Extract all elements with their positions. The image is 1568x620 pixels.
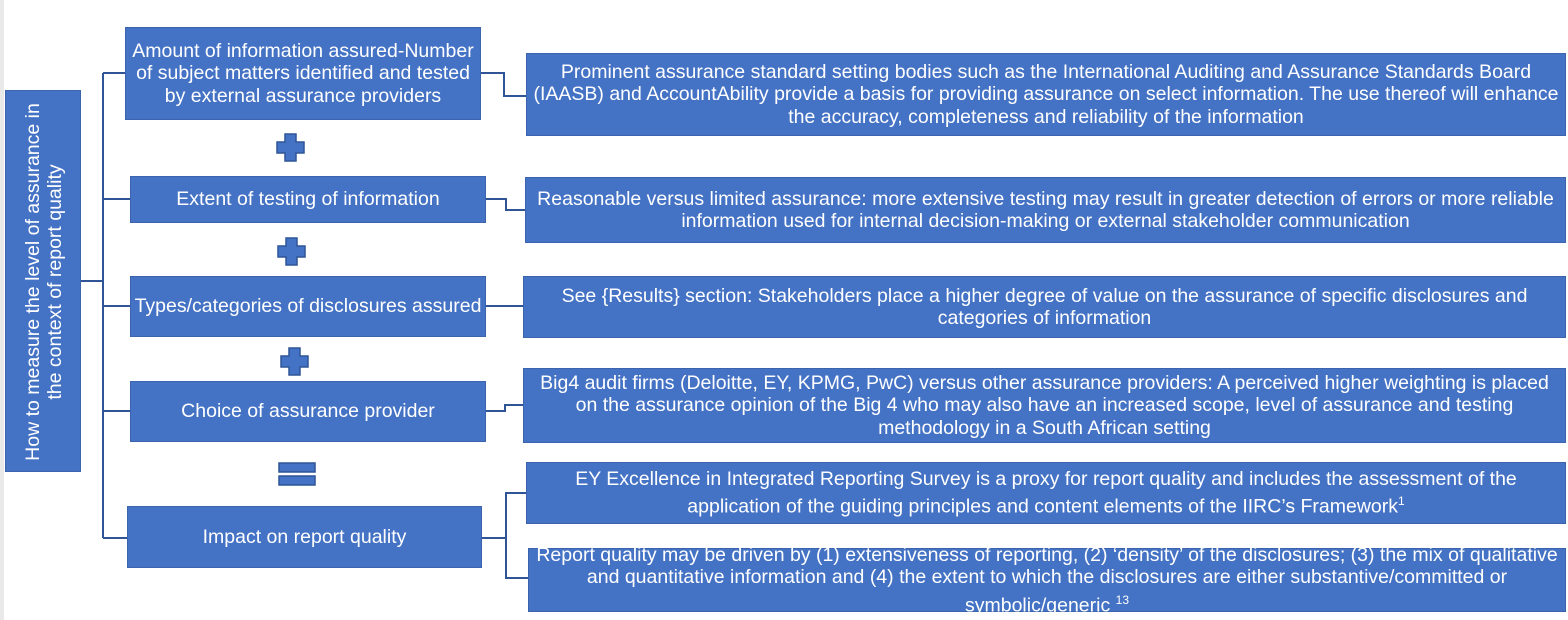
footnote-marker: 1 <box>1398 494 1405 509</box>
plus-icon <box>281 348 308 375</box>
equals-icon <box>279 476 315 485</box>
equals-icon <box>279 463 315 472</box>
factor-types-of-disclosures <box>130 276 486 337</box>
description-big4-firms <box>523 368 1566 443</box>
description-text: Reasonable versus limited assurance: more extensive testing may result in greater detection of errors or more reliable information used for internal decision-making or external stakeholder communication <box>537 187 1554 232</box>
footnote-marker: 13 <box>1115 592 1129 607</box>
description-reasonable-vs-limited <box>525 177 1566 243</box>
description-text: See {Results} section: Stakeholders place a higher degree of value on the assurance of specific disclosures and categories of information <box>561 284 1528 329</box>
description-content <box>532 544 1562 617</box>
description-text: Prominent assurance standard setting bodies such as the International Auditing and Assurance Standards Board (IAASB) and AccountAbility provide a basis for providing assurance on select information. The use thereof will enhance the accuracy, completeness and reliability of the information <box>533 60 1559 128</box>
description-report-quality-drivers <box>528 543 1566 616</box>
description-assurance-standards <box>526 53 1566 136</box>
description-results-section <box>523 276 1566 338</box>
description-content <box>530 468 1562 519</box>
factor-impact-on-report-quality <box>127 506 482 568</box>
factor-extent-of-testing <box>130 176 486 223</box>
description-text: EY Excellence in Integrated Reporting Survey is a proxy for report quality and includes the assessment of the application of the guiding principles and content elements of the IIRC’s Framework <box>575 467 1517 518</box>
description-text: Big4 audit firms (Deloitte, EY, KPMG, PwC) versus other assurance providers: A perceived higher weighting is placed on the assurance opinion of the Big 4 who may also have an increased scope, level of assurance and testing methodology in a South African setting <box>540 371 1549 439</box>
factor-label: Impact on report quality <box>202 525 407 548</box>
factor-choice-of-provider <box>130 381 486 442</box>
description-text: Report quality may be driven by (1) extensiveness of reporting, (2) ‘density’ of the disclosures; (3) the mix of qualitative and quantitative information and (4) the extent to which the disclosures are either substantive/committed or symbolic/generic <box>536 543 1558 616</box>
diagram-title-box <box>5 90 81 472</box>
plus-icon <box>277 134 304 161</box>
diagram-title: How to measure the level of assurance in the context of report quality <box>22 103 66 461</box>
factor-label: Choice of assurance provider <box>181 400 435 423</box>
plus-icon <box>278 238 305 265</box>
factor-label: Extent of testing of information <box>176 188 440 211</box>
factor-amount-assured <box>125 27 481 120</box>
description-ey-survey <box>526 462 1566 524</box>
factor-label: Types/categories of disclosures assured <box>134 295 482 318</box>
factor-label: Amount of information assured-Number of subject matters identified and tested by external assurance providers <box>132 39 474 107</box>
